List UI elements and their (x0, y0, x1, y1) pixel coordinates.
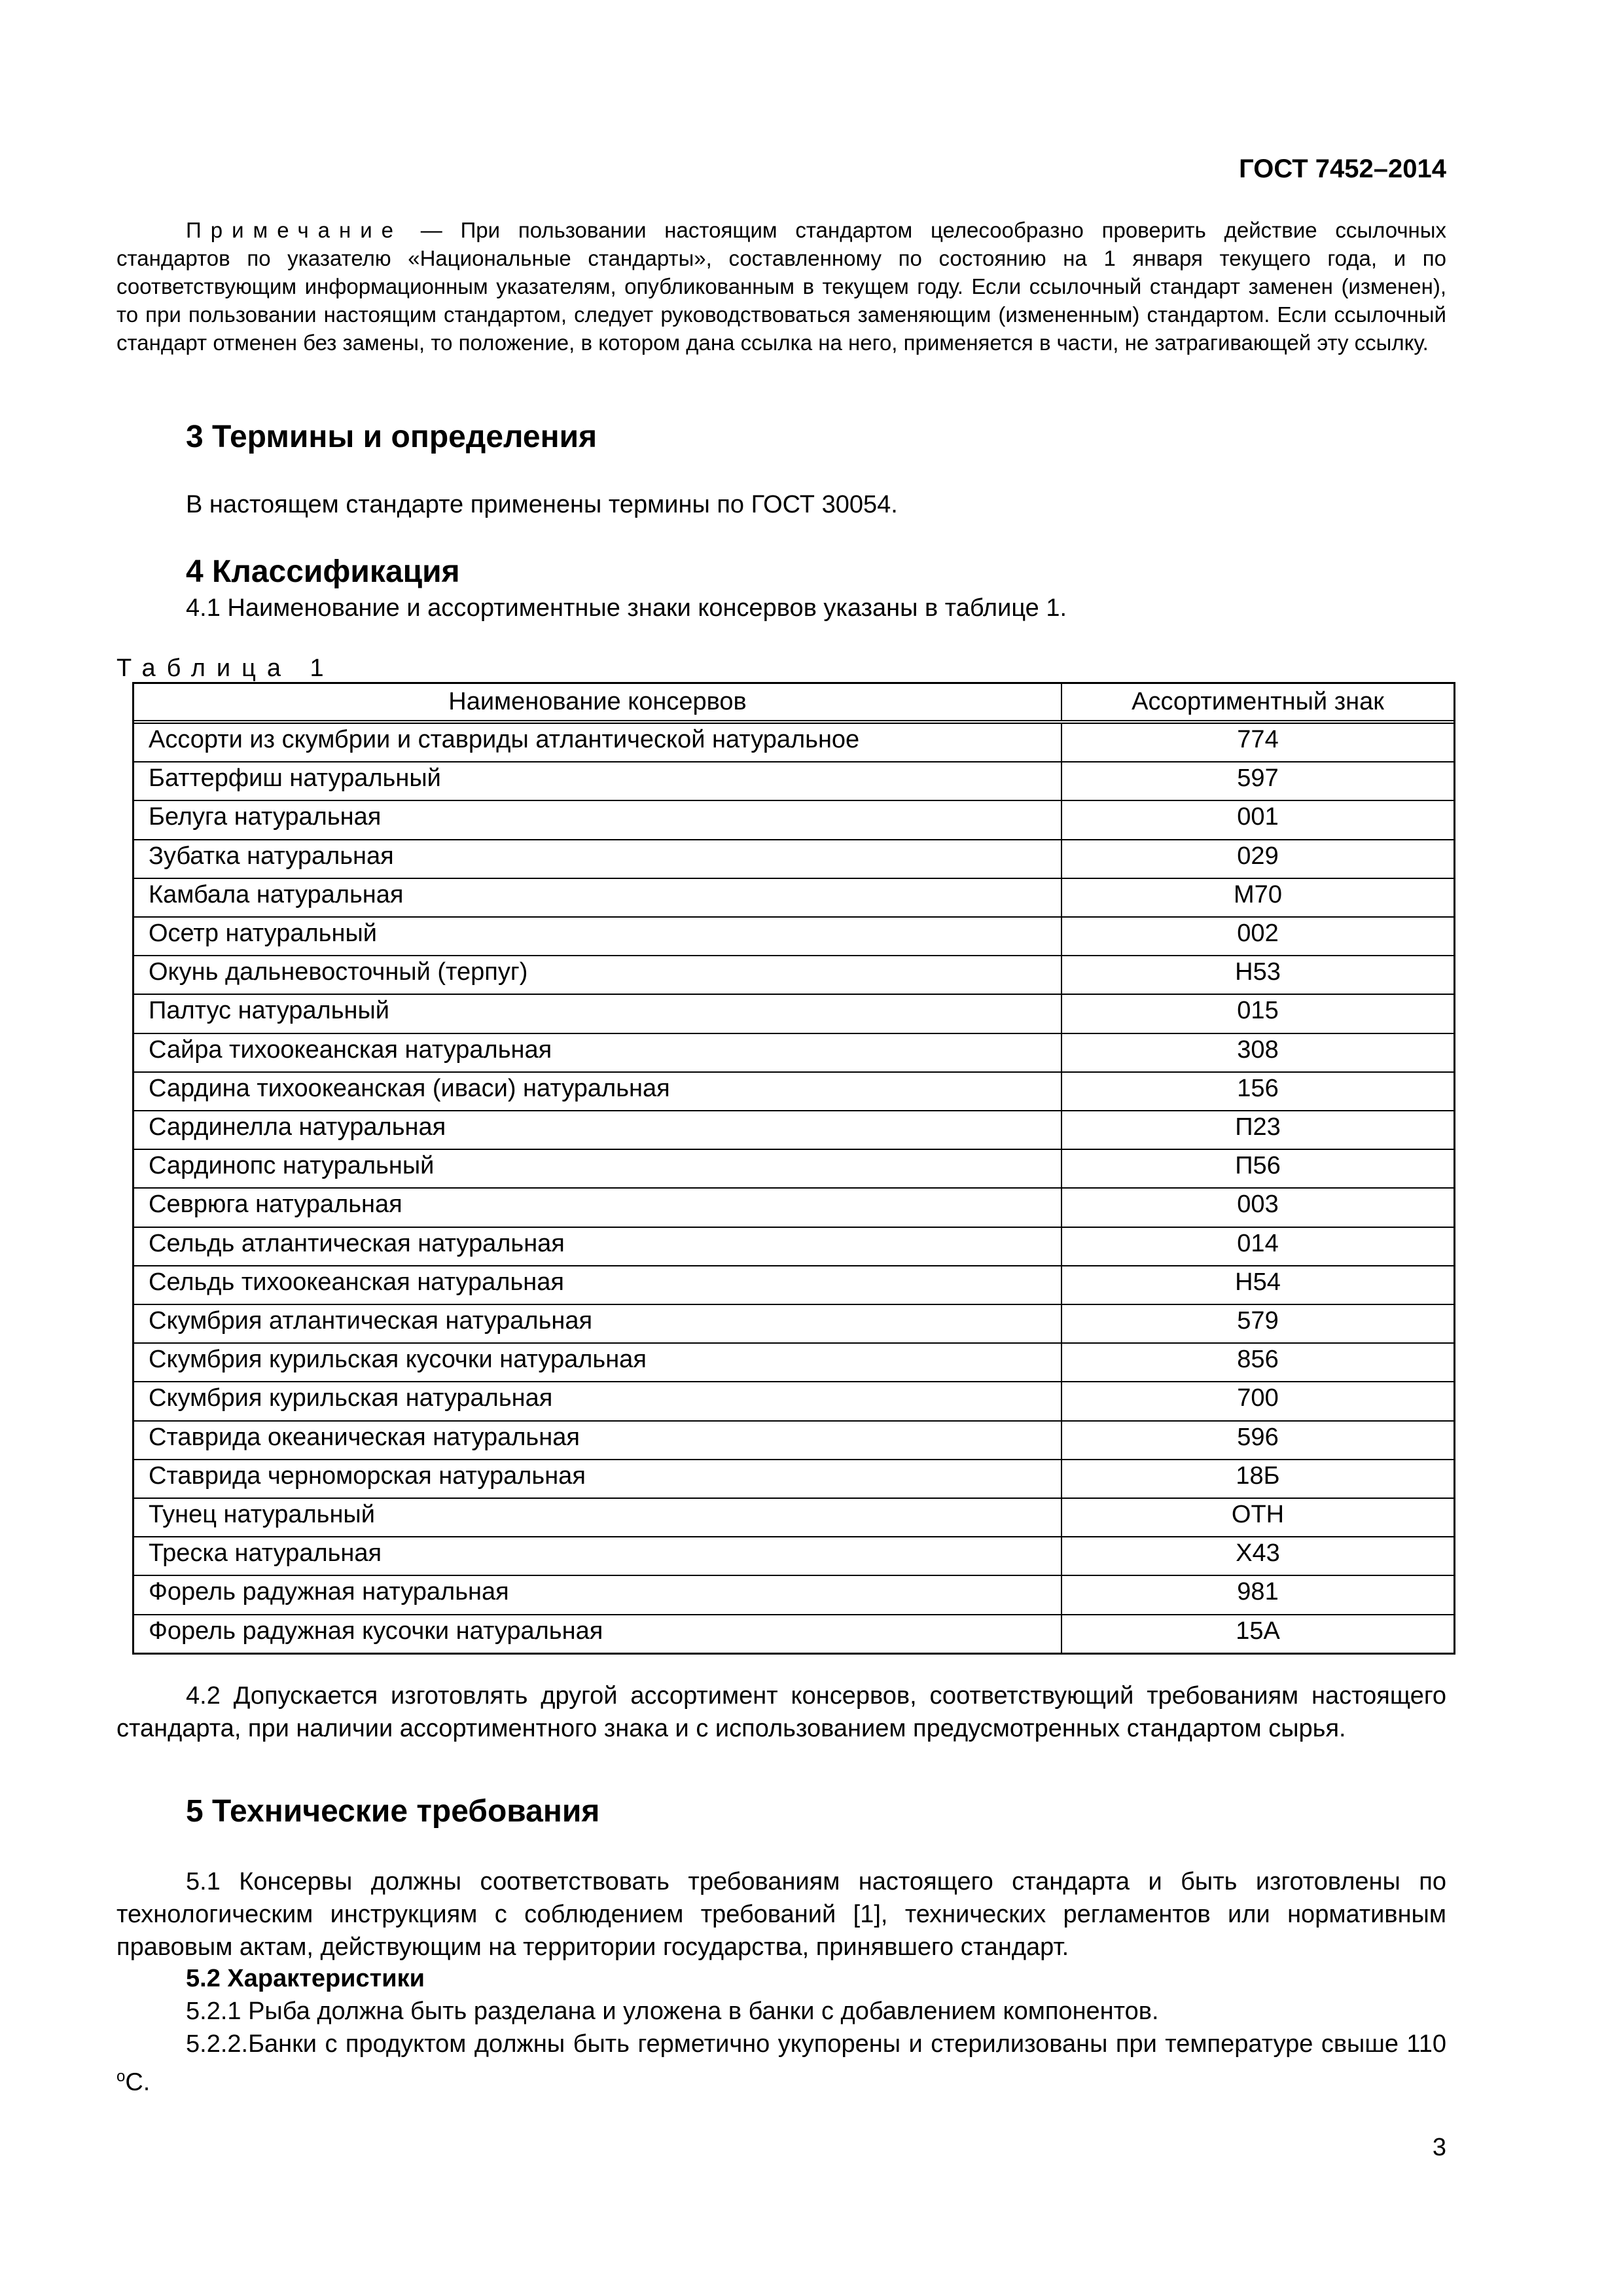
product-name-cell: Баттерфиш натуральный (134, 762, 1062, 800)
table-row (134, 801, 1454, 840)
table-header-row (134, 684, 1454, 724)
table-body (134, 724, 1454, 1653)
table-row (134, 1228, 1454, 1266)
assortment-code-cell: ОТН (1231, 1501, 1285, 1529)
assortment-code-cell: 579 (1237, 1307, 1279, 1335)
assortment-code-cell: 15А (1236, 1617, 1280, 1645)
product-name-cell: Сардина тихоокеанская (иваси) натуральная (134, 1073, 1062, 1110)
product-name-cell: Ассорти из скумбрии и ставриды атлантической натуральное (134, 724, 1062, 761)
assortment-code-cell: 774 (1237, 726, 1279, 753)
section-4-1-text: 4.1 Наименование и ассортиментные знаки консервов указаны в таблице 1. (186, 594, 1067, 622)
section-4-title: 4 Классификация (186, 554, 460, 589)
product-name-cell: Сельдь тихоокеанская натуральная (134, 1266, 1062, 1304)
product-name-cell: Камбала натуральная (134, 879, 1062, 916)
assortment-code-cell: 015 (1237, 997, 1279, 1025)
product-name-cell: Зубатка натуральная (134, 840, 1062, 878)
product-name-cell: Скумбрия атлантическая натуральная (134, 1305, 1062, 1342)
note-text: — При пользовании настоящим стандартом целесообразно проверить действие ссылочных стандартов по указателю «Национальные стандарты», составленному по состоянию на 1 января текущего года, и по соответствующим информационным указателям, опубликованным в текущем году. Если ссылочный стандарт заменен (изменен), то при пользовании настоящим стандартом, следует руководствоваться заменяющим (измененным) стандартом. Если ссылочный стандарт отменен без замены, то положение, в котором дана ссылка на него, применяется в части, не затрагивающей эту ссылку. (116, 218, 1446, 355)
section-5-2-2-body: 5.2.2.Банки с продуктом должны быть герметично укупорены и стерилизованы при температуре свыше 110 (186, 2030, 1446, 2058)
table-row (134, 1266, 1454, 1305)
note-paragraph (116, 216, 1446, 357)
table-row (134, 1344, 1454, 1382)
assortment-code-cell: 308 (1237, 1035, 1279, 1064)
product-name-cell: Палтус натуральный (134, 995, 1062, 1032)
table-row (134, 724, 1454, 762)
table-row (134, 879, 1454, 918)
product-name-cell: Белуга натуральная (134, 801, 1062, 838)
assortment-code-cell: 981 (1237, 1578, 1279, 1606)
product-name-cell: Скумбрия курильская кусочки натуральная (134, 1344, 1062, 1381)
celsius-unit: С. (125, 2068, 151, 2096)
header-assortment-code: Ассортиментный знак (1132, 688, 1384, 715)
section-5-1-text: 5.1 Консервы должны соответствовать требованиям настоящего стандарта и быть изготовлены по технологическим инструкциям с соблюдением требований [1], технических регламентов или нормативным правовым актам, действующим на территории государства, принявшего стандарт. (116, 1868, 1446, 1961)
assortment-code-cell: Н54 (1235, 1268, 1281, 1296)
document-code: ГОСТ 7452–2014 (1239, 154, 1446, 183)
product-name-cell: Форель радужная кусочки натуральная (134, 1615, 1062, 1653)
product-name-cell: Сайра тихоокеанская натуральная (134, 1034, 1062, 1071)
product-name-cell: Тунец натуральный (134, 1499, 1062, 1536)
product-name-cell: Осетр натуральный (134, 918, 1062, 955)
page-number: 3 (1432, 2134, 1446, 2161)
table-row (134, 1499, 1454, 1537)
product-name-cell: Сельдь атлантическая натуральная (134, 1228, 1062, 1265)
section-5-2-2-text (116, 2028, 1446, 2099)
table-row (134, 1422, 1454, 1460)
degree-mark: о (116, 2068, 126, 2085)
table-row (134, 1537, 1454, 1576)
assortment-code-cell: 700 (1237, 1384, 1279, 1412)
table-row (134, 995, 1454, 1033)
table-row (134, 1576, 1454, 1615)
table-row (134, 1382, 1454, 1421)
assortment-code-cell: Х43 (1236, 1539, 1280, 1568)
assortment-code-cell: П56 (1235, 1152, 1281, 1180)
table-caption: Таблица 1 (116, 655, 335, 682)
section-5-2-title: 5.2 Характеристики (186, 1965, 425, 1992)
product-name-cell: Ставрида океаническая натуральная (134, 1422, 1062, 1459)
header-product-name: Наименование консервов (134, 684, 1062, 720)
assortment-code-cell: П23 (1235, 1113, 1281, 1141)
assortment-code-cell: 014 (1237, 1229, 1279, 1257)
note-label: Примечание (186, 218, 403, 242)
table-row (134, 1305, 1454, 1344)
table-row (134, 1073, 1454, 1111)
assortment-code-cell: 18Б (1236, 1462, 1280, 1490)
assortment-code-cell: 029 (1237, 842, 1279, 870)
table-row (134, 1111, 1454, 1150)
product-name-cell: Севрюга натуральная (134, 1189, 1062, 1226)
product-name-cell: Окунь дальневосточный (терпуг) (134, 956, 1062, 994)
table-row (134, 1150, 1454, 1189)
table-row (134, 1189, 1454, 1227)
product-name-cell: Треска натуральная (134, 1537, 1062, 1575)
table-row (134, 840, 1454, 879)
product-name-cell: Форель радужная натуральная (134, 1576, 1062, 1613)
table-row (134, 1615, 1454, 1653)
assortment-code-cell: 156 (1237, 1074, 1279, 1102)
assortment-code-cell: 597 (1237, 764, 1279, 793)
product-name-cell: Сардинопс натуральный (134, 1150, 1062, 1187)
product-name-cell: Скумбрия курильская натуральная (134, 1382, 1062, 1420)
table-row (134, 918, 1454, 956)
table-row (134, 956, 1454, 995)
assortment-code-cell: М70 (1234, 880, 1282, 908)
table-row (134, 1034, 1454, 1073)
assortment-code-cell: 001 (1237, 803, 1279, 831)
section-3-title: 3 Термины и определения (186, 420, 597, 454)
product-name-cell: Сардинелла натуральная (134, 1111, 1062, 1149)
section-5-2-1-text: 5.2.1 Рыба должна быть разделана и уложена в банки с добавлением компонентов. (186, 1998, 1159, 2025)
section-4-2-text: 4.2 Допускается изготовлять другой ассортимент консервов, соответствующий требованиям настоящего стандарта, при наличии ассортиментного знака и с использованием предусмотренных стандартом сырья. (116, 1682, 1446, 1742)
assortment-code-cell: 003 (1237, 1191, 1279, 1219)
table-row (134, 762, 1454, 801)
assortment-code-cell: 856 (1237, 1346, 1279, 1374)
assortment-table (132, 682, 1455, 1655)
assortment-code-cell: 596 (1237, 1423, 1279, 1451)
section-3-text: В настоящем стандарте применены термины по ГОСТ 30054. (186, 491, 898, 518)
assortment-code-cell: Н53 (1235, 958, 1281, 986)
assortment-code-cell: 002 (1237, 920, 1279, 948)
section-5-title: 5 Технические требования (186, 1794, 600, 1829)
table-row (134, 1460, 1454, 1499)
product-name-cell: Ставрида черноморская натуральная (134, 1460, 1062, 1498)
